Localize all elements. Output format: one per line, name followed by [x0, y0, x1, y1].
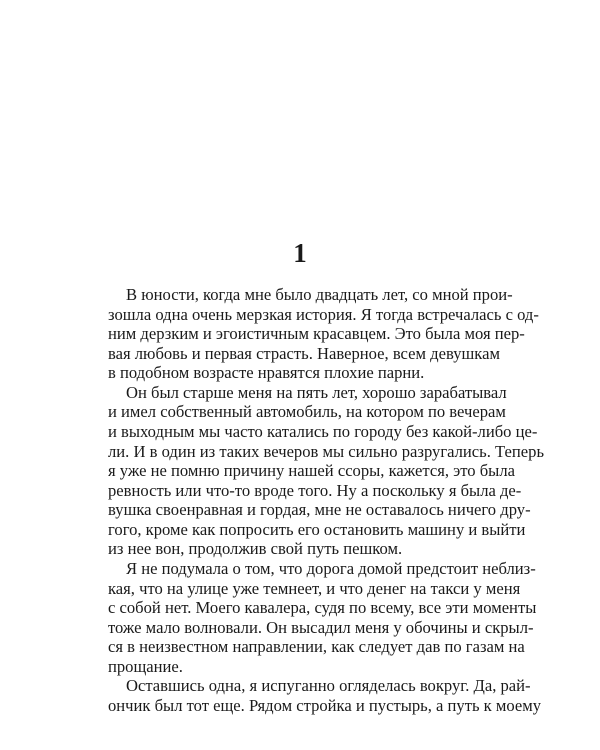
text-line: В юности, когда мне было двадцать лет, со мной прои- [126, 285, 513, 304]
text-line: я уже не помню причину нашей ссоры, кажется, это была [108, 461, 515, 481]
text-line: тоже мало волновали. Он высадил меня у обочины и скрыл- [108, 617, 534, 637]
text-line: с собой нет. Моего кавалера, судя по всему, все эти моменты [108, 598, 537, 618]
text-line: в подобном возрасте нравятся плохие парни. [108, 363, 425, 383]
text-line: вая любовь и первая страсть. Наверное, всем девушкам [108, 343, 500, 363]
text-line: и выходным мы часто катались по городу без какой-либо це- [108, 422, 538, 441]
text-line: ся в неизвестном направлении, как следует дав по газам на [108, 637, 525, 657]
text-line: из нее вон, продолжив свой путь пешком. [108, 539, 403, 559]
text-line: ревность или что-то вроде того. Ну а поскольку я была де- [108, 480, 522, 500]
text-line: ним дерзким и эгоистичным красавцем. Это была моя пер- [108, 324, 525, 344]
text-line: Я не подумала о том, что дорога домой предстоит неблиз- [126, 559, 536, 578]
chapter-number: 1 [293, 238, 307, 268]
text-line: ончик был тот еще. Рядом стройка и пустырь, а путь к моему [108, 696, 542, 715]
text-line: зошла одна очень мерзкая история. Я тогда встречалась с од- [108, 304, 539, 324]
text-line: кая, что на улице уже темнеет, и что денег на такси у меня [108, 578, 521, 598]
text-line: прощание. [108, 656, 183, 676]
text-line: Оставшись одна, я испуганно огляделась вокруг. Да, рай- [126, 676, 531, 696]
text-line: гого, кроме как попросить его остановить машину и выйти [108, 519, 526, 539]
text-line: вушка своенравная и гордая, мне не оставалось ничего дру- [108, 500, 531, 520]
text-line: ли. И в один из таких вечеров мы сильно разругались. Теперь [108, 441, 545, 461]
text-line: и имел собственный автомобиль, на котором по вечерам [108, 402, 506, 422]
text-line: Он был старше меня на пять лет, хорошо зарабатывал [126, 382, 507, 402]
